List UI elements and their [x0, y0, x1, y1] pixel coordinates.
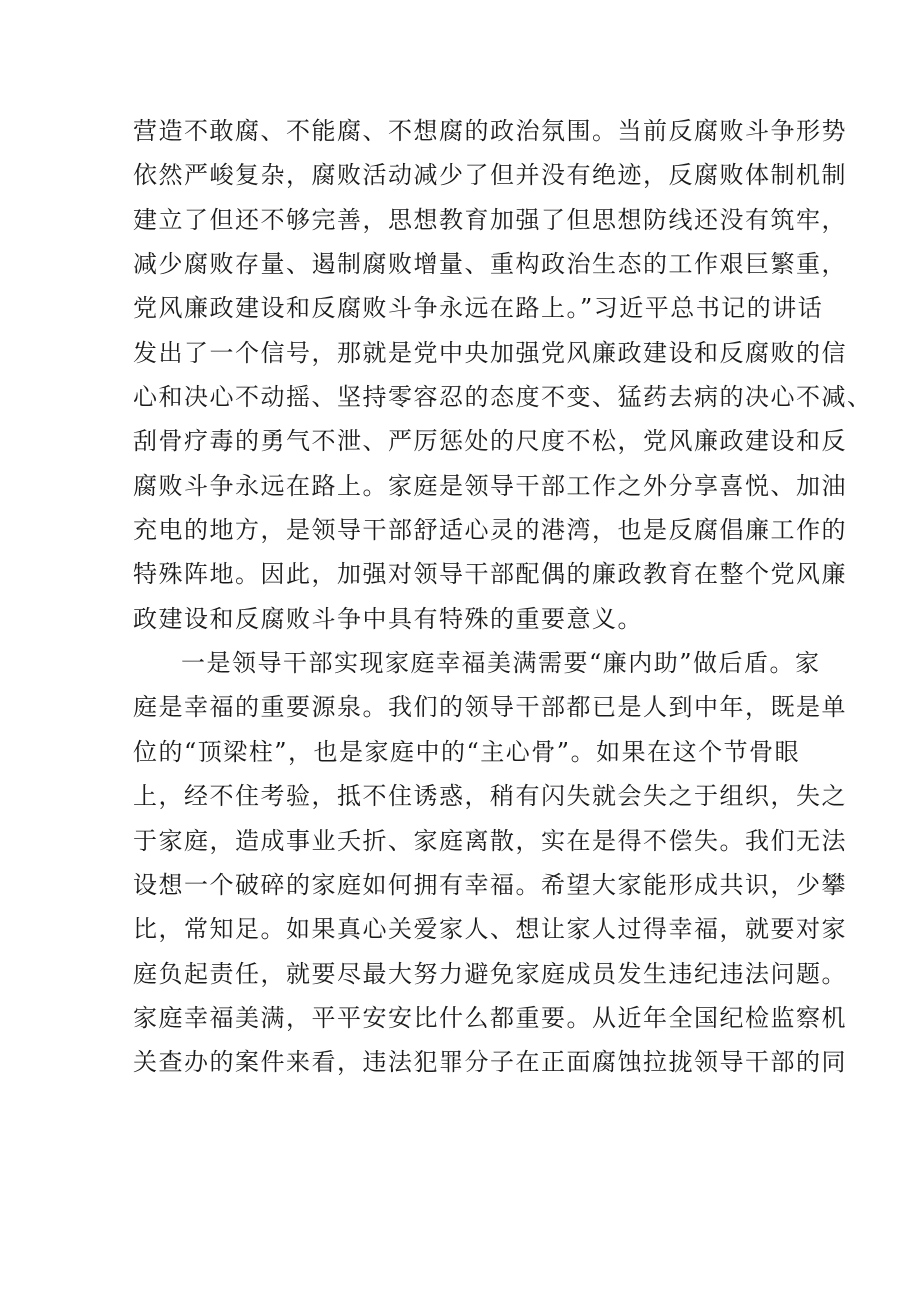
text-line: 政建设和反腐败斗争中具有特殊的重要意义。 — [133, 604, 643, 633]
text-line: 特殊阵地。因此，加强对领导干部配偶的廉政教育在整个党风廉 — [133, 560, 847, 589]
text-line: 发出了一个信号，那就是党中央加强党风廉政建设和反腐败的信 — [133, 338, 847, 367]
body-text — [133, 109, 873, 1085]
text-line: 减少腐败存量、遏制腐败增量、重构政治生态的工作艰巨繁重， — [133, 250, 847, 279]
text-line: 依然严峻复杂，腐败活动减少了但并没有绝迹，反腐败体制机制 — [133, 161, 847, 190]
text-line: 上，经不住考验，抵不住诱惑，稍有闪失就会失之于组织，失之 — [133, 782, 847, 811]
text-line: 庭是幸福的重要源泉。我们的领导干部都已是人到中年，既是单 — [133, 693, 847, 722]
text-line: 充电的地方，是领导干部舒适心灵的港湾，也是反腐倡廉工作的 — [133, 516, 847, 545]
text-line: 庭负起责任，就要尽最大努力避免家庭成员发生违纪违法问题。 — [133, 959, 847, 988]
text-line: 心和决心不动摇、坚持零容忍的态度不变、猛药去病的决心不减、 — [133, 383, 873, 412]
paragraph-start-line: 一是领导干部实现家庭幸福美满需要“廉内助”做后盾。家 — [181, 649, 821, 678]
text-line: 腐败斗争永远在路上。家庭是领导干部工作之外分享喜悦、加油 — [133, 471, 847, 500]
text-line: 位的“顶梁柱”，也是家庭中的“主心骨”。如果在这个节骨眼 — [133, 737, 801, 766]
text-line: 刮骨疗毒的勇气不泄、严厉惩处的尺度不松，党风廉政建设和反 — [133, 427, 847, 456]
text-line: 比，常知足。如果真心关爱家人、想让家人过得幸福，就要对家 — [133, 915, 847, 944]
text-line: 设想一个破碎的家庭如何拥有幸福。希望大家能形成共识，少攀 — [133, 870, 847, 899]
text-line: 于家庭，造成事业夭折、家庭离散，实在是得不偿失。我们无法 — [133, 826, 847, 855]
text-line: 家庭幸福美满，平平安安比什么都重要。从近年全国纪检监察机 — [133, 1003, 847, 1032]
text-line: 建立了但还不够完善，思想教育加强了但思想防线还没有筑牢， — [133, 205, 847, 234]
text-line: 关查办的案件来看，违法犯罪分子在正面腐蚀拉拢领导干部的同 — [133, 1048, 847, 1077]
text-line: 营造不敢腐、不能腐、不想腐的政治氛围。当前反腐败斗争形势 — [133, 117, 847, 145]
text-line: 党风廉政建设和反腐败斗争永远在路上。”习近平总书记的讲话 — [133, 294, 824, 323]
